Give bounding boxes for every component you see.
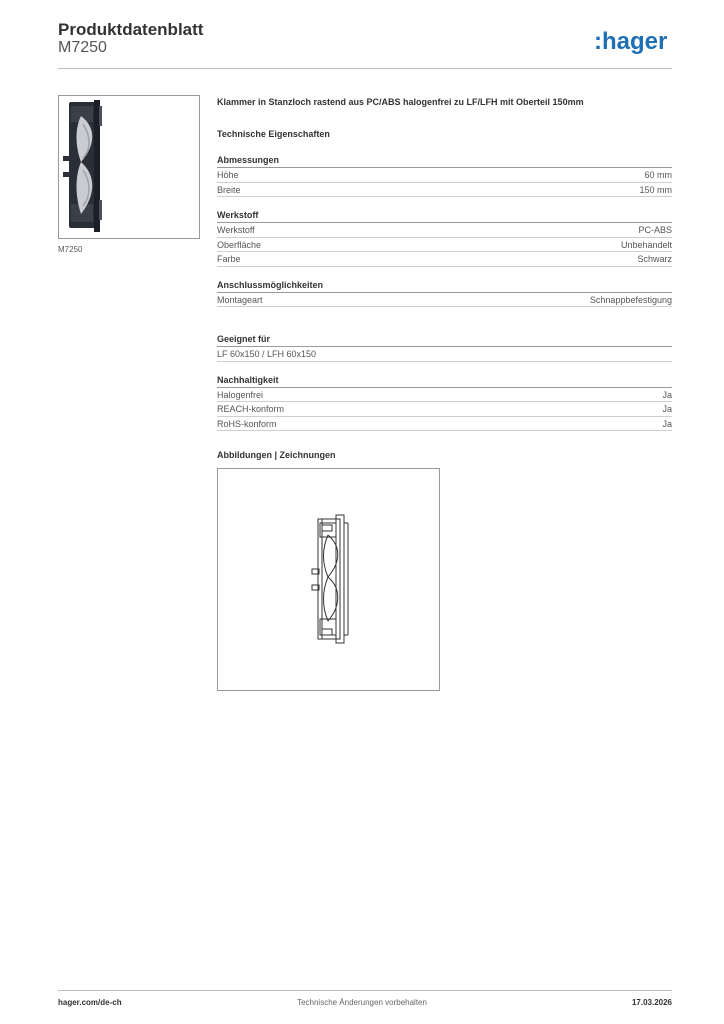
- figures-title: Abbildungen | Zeichnungen: [217, 450, 336, 460]
- row-value: 60 mm: [644, 170, 672, 180]
- table-row: [217, 347, 672, 362]
- row-label: Oberfläche: [217, 239, 262, 250]
- row-label: Halogenfrei: [217, 389, 264, 400]
- table-row: [217, 183, 672, 198]
- table-row: [217, 238, 672, 253]
- header-divider: [58, 68, 672, 69]
- product-details: [217, 96, 672, 462]
- section-title: Anschlussmöglichkeiten: [217, 279, 672, 293]
- hager-logo: [594, 26, 676, 58]
- row-value: Ja: [662, 389, 672, 400]
- section-connection: [217, 279, 672, 308]
- row-value: Schwarz: [637, 254, 672, 264]
- row-label: REACH-konform: [217, 404, 285, 414]
- table-row: [217, 168, 672, 183]
- table-row: [217, 402, 672, 417]
- row-label: Höhe: [217, 170, 239, 180]
- product-description: Klammer in Stanzloch rastend aus PC/ABS halogenfrei zu LF/LFH mit Oberteil 150mm: [217, 97, 584, 107]
- row-label: Farbe: [217, 254, 241, 264]
- row-label: LF 60x150 / LFH 60x150: [217, 349, 317, 359]
- product-code: M7250: [58, 39, 107, 56]
- row-label: Breite: [217, 184, 241, 195]
- section-suitable-for: [217, 333, 672, 362]
- row-label: Werkstoff: [217, 225, 255, 235]
- section-title: Abmessungen: [217, 154, 672, 168]
- section-dimensions: [217, 154, 672, 197]
- table-row: [217, 388, 672, 403]
- technical-properties-title: Technische Eigenschaften: [217, 129, 330, 139]
- footer-website: hager.com/de-ch: [58, 998, 122, 1007]
- thumbnail-caption: M7250: [58, 245, 83, 254]
- footer-divider: [58, 990, 672, 991]
- footer-date: 17.03.2026: [631, 998, 672, 1007]
- row-label: RoHS-konform: [217, 418, 277, 429]
- product-drawing: [217, 468, 440, 691]
- section-title: Nachhaltigkeit: [217, 374, 672, 388]
- section-title: Geeignet für: [217, 333, 672, 347]
- hager-logo-text: :hager: [594, 28, 668, 55]
- table-row: [217, 417, 672, 432]
- table-row: [217, 223, 672, 238]
- row-value: Schnappbefestigung: [589, 294, 672, 305]
- section-title: Werkstoff: [217, 209, 672, 223]
- table-row: [217, 293, 672, 308]
- product-thumbnail: [58, 95, 200, 239]
- clamp-line-drawing: [218, 469, 439, 690]
- footer-notice: Technische Änderungen vorbehalten: [297, 998, 427, 1007]
- row-value: PC-ABS: [638, 225, 672, 235]
- row-value: Unbehandelt: [620, 239, 672, 250]
- section-material: [217, 209, 672, 267]
- section-sustainability: [217, 374, 672, 432]
- row-value: Ja: [662, 418, 672, 429]
- row-value: 150 mm: [639, 184, 672, 195]
- clamp-photo: [59, 96, 199, 238]
- row-value: Ja: [662, 404, 672, 414]
- row-label: Montageart: [217, 294, 263, 305]
- page-title: Produktdatenblatt: [58, 20, 204, 39]
- table-row: [217, 252, 672, 267]
